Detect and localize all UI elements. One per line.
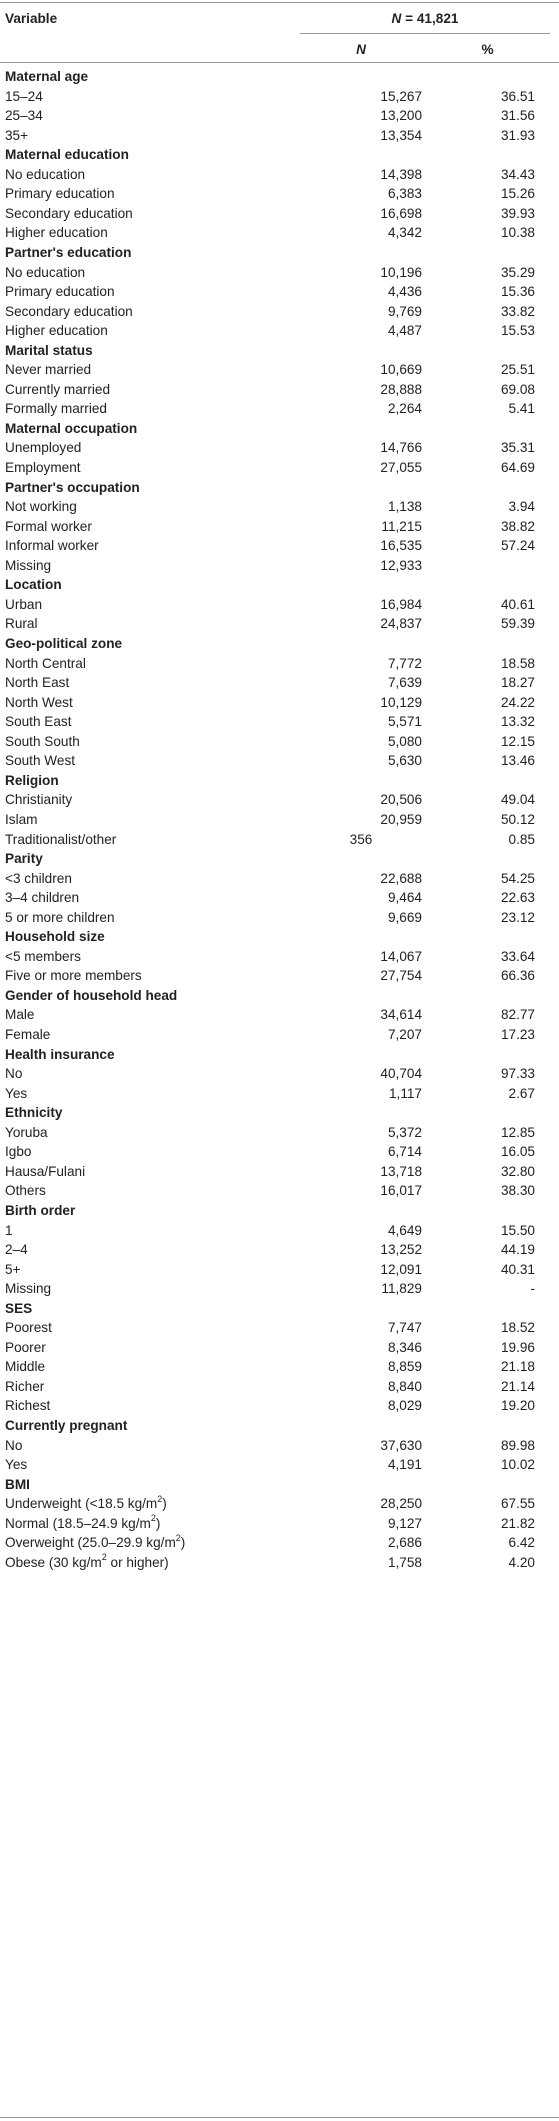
count-cell: 6,383 xyxy=(387,186,422,202)
percent-cell: 97.33 xyxy=(500,1066,535,1082)
count-cell: 8,840 xyxy=(387,1378,422,1394)
section-title: Religion xyxy=(5,772,59,788)
section-title: Currently pregnant xyxy=(5,1418,128,1433)
row-label: Richer xyxy=(5,1378,45,1394)
count-cell: 27,055 xyxy=(380,460,422,475)
count-cell: 10,669 xyxy=(380,362,422,378)
count-cell: 5,080 xyxy=(387,733,422,749)
percent-cell: 13.46 xyxy=(500,753,535,769)
count-cell: 34,614 xyxy=(380,1007,422,1023)
count-cell: 10,129 xyxy=(380,694,422,710)
row-label: Middle xyxy=(5,1359,46,1375)
percent-cell: 12.15 xyxy=(500,733,535,749)
row-label: 1 xyxy=(5,1222,13,1238)
row-label: No education xyxy=(5,166,86,182)
row-label: Higher education xyxy=(5,323,108,339)
percent-cell: 35.29 xyxy=(500,264,535,280)
header-span-rule xyxy=(300,33,550,34)
row-label: Missing xyxy=(5,557,52,573)
percent-cell: 38.30 xyxy=(500,1183,535,1199)
row-label-text: Underweight (<18.5 kg/m xyxy=(5,1496,158,1512)
row-label: <5 members xyxy=(5,948,81,964)
row-label: Not working xyxy=(5,499,77,515)
percent-cell: 24.22 xyxy=(500,694,535,710)
row-label: 5 or more children xyxy=(5,909,115,925)
row-label-suffix: ) xyxy=(155,1515,161,1531)
count-cell: 20,959 xyxy=(380,811,422,827)
percent-cell: 54.25 xyxy=(500,870,535,886)
row-label: Never married xyxy=(5,362,92,378)
row-label: No education xyxy=(5,264,86,280)
row-label-text: Overweight (25.0–29.9 kg/m xyxy=(5,1535,176,1551)
count-cell: 2,264 xyxy=(387,401,422,417)
count-cell: 11,215 xyxy=(381,518,422,534)
count-cell: 14,398 xyxy=(380,166,422,182)
row-label: Rural xyxy=(5,616,38,632)
percent-cell: 19.96 xyxy=(500,1339,535,1355)
count-cell: 20,506 xyxy=(380,792,422,808)
count-column-header: N xyxy=(356,42,366,57)
percent-cell: 35.31 xyxy=(500,440,535,456)
header-bottom-rule xyxy=(0,62,559,63)
row-label: Female xyxy=(5,1027,51,1042)
variable-header: Variable xyxy=(5,11,58,26)
row-label: Missing xyxy=(5,1281,52,1297)
row-label: North West xyxy=(5,694,73,710)
row-label-text: Obese (30 kg/m xyxy=(5,1554,102,1570)
percent-cell: 21.82 xyxy=(500,1515,535,1531)
count-cell: 1,138 xyxy=(387,499,422,515)
percent-cell: 4.20 xyxy=(508,1554,535,1570)
count-cell: 7,747 xyxy=(387,1320,422,1336)
count-cell: 37,630 xyxy=(380,1437,422,1453)
row-label: 15–24 xyxy=(5,88,43,104)
count-cell: 9,464 xyxy=(387,890,422,906)
row-label: South West xyxy=(5,753,76,769)
section-title: Parity xyxy=(5,851,43,866)
count-cell: 13,200 xyxy=(380,108,422,124)
row-label: 35+ xyxy=(5,127,29,143)
percent-cell: 15.53 xyxy=(500,323,535,339)
row-label xyxy=(5,1515,160,1533)
section-title: SES xyxy=(5,1300,33,1316)
row-label: Male xyxy=(5,1007,35,1023)
count-cell: 5,372 xyxy=(387,1124,422,1140)
row-label: Five or more members xyxy=(5,968,142,984)
section-title: Partner's occupation xyxy=(5,479,140,495)
section-title: Maternal occupation xyxy=(5,420,138,436)
section-title: Geo-political zone xyxy=(5,636,123,651)
row-label: Primary education xyxy=(5,186,115,202)
percent-cell: 49.04 xyxy=(500,792,535,808)
percent-cell: 34.43 xyxy=(500,166,535,182)
percent-cell: 18.58 xyxy=(500,655,535,671)
percent-cell: 12.85 xyxy=(500,1124,535,1140)
percent-cell: 40.31 xyxy=(500,1261,535,1277)
row-label: Secondary education xyxy=(5,205,133,221)
section-title: Location xyxy=(5,577,62,593)
top-rule xyxy=(0,2,559,3)
percent-cell: 15.50 xyxy=(500,1222,535,1238)
percent-cell: 82.77 xyxy=(500,1007,535,1023)
count-cell: 4,487 xyxy=(387,323,422,339)
percent-cell: 16.05 xyxy=(500,1144,535,1160)
percent-cell: 50.12 xyxy=(500,811,535,827)
count-cell: 11,829 xyxy=(381,1281,422,1297)
count-cell: 12,933 xyxy=(380,557,422,573)
count-cell: 7,207 xyxy=(387,1027,422,1042)
percent-cell: 33.64 xyxy=(500,948,535,964)
row-label: Poorer xyxy=(5,1339,46,1355)
bottom-rule xyxy=(0,2117,559,2118)
section-title: Health insurance xyxy=(5,1046,115,1062)
count-cell: 14,766 xyxy=(380,440,422,456)
percent-cell: 18.52 xyxy=(500,1320,535,1336)
row-label: Christianity xyxy=(5,792,73,808)
row-label: Secondary education xyxy=(5,303,133,319)
count-cell: 12,091 xyxy=(380,1261,422,1277)
count-cell: 356 xyxy=(349,831,373,847)
count-cell: 15,267 xyxy=(380,88,422,104)
section-title: Partner's education xyxy=(5,245,132,260)
row-label: Formal worker xyxy=(5,518,92,534)
count-cell: 9,769 xyxy=(387,303,422,319)
row-label: South South xyxy=(5,733,80,749)
section-title: Birth order xyxy=(5,1202,76,1218)
count-cell: 4,436 xyxy=(387,284,422,300)
count-cell: 8,859 xyxy=(387,1359,422,1375)
percent-cell: 44.19 xyxy=(500,1242,535,1257)
percent-cell: 15.26 xyxy=(500,186,535,202)
count-cell: 4,342 xyxy=(387,225,422,241)
row-label-text: Normal (18.5–24.9 kg/m xyxy=(5,1515,151,1531)
percent-cell: 15.36 xyxy=(500,284,535,300)
unit-superscript: 2 xyxy=(157,1493,163,1504)
percent-cell: 0.85 xyxy=(508,831,535,847)
row-label: South East xyxy=(5,714,72,730)
count-cell: 2,686 xyxy=(387,1535,422,1551)
count-cell: 13,252 xyxy=(380,1242,422,1257)
percent-cell: 3.94 xyxy=(508,499,535,515)
percent-cell: 19.20 xyxy=(500,1398,535,1414)
count-cell: 13,718 xyxy=(380,1163,422,1179)
row-label: Primary education xyxy=(5,284,115,300)
percent-cell: 39.93 xyxy=(500,205,535,221)
count-cell: 7,772 xyxy=(387,655,422,671)
count-cell: 22,688 xyxy=(380,870,422,886)
percent-cell: 33.82 xyxy=(500,303,535,319)
count-cell: 9,127 xyxy=(387,1515,422,1531)
percent-cell: 67.55 xyxy=(500,1496,535,1512)
count-cell: 13,354 xyxy=(380,127,422,143)
row-label: Poorest xyxy=(5,1320,52,1336)
unit-superscript: 2 xyxy=(101,1552,107,1563)
percent-cell: 31.56 xyxy=(500,108,535,124)
section-title: BMI xyxy=(5,1476,30,1492)
section-title: Gender of household head xyxy=(5,987,178,1003)
row-label xyxy=(5,1534,185,1552)
count-cell: 10,196 xyxy=(380,264,422,280)
row-label-suffix: ) xyxy=(180,1535,186,1551)
count-cell: 28,250 xyxy=(380,1496,422,1512)
row-label: Formally married xyxy=(5,401,107,417)
count-cell: 16,984 xyxy=(380,596,422,612)
count-cell: 7,639 xyxy=(387,675,422,691)
row-label: Higher education xyxy=(5,225,108,241)
count-cell: 27,754 xyxy=(380,968,422,984)
section-title: Ethnicity xyxy=(5,1105,63,1121)
percent-cell: 22.63 xyxy=(500,890,535,906)
row-label: Others xyxy=(5,1183,46,1199)
count-cell: 5,571 xyxy=(387,714,422,730)
count-cell: 24,837 xyxy=(380,616,422,632)
percent-cell: 89.98 xyxy=(500,1437,535,1453)
row-label: 2–4 xyxy=(5,1242,28,1257)
row-label: Hausa/Fulani xyxy=(5,1163,86,1179)
percent-cell: 10.02 xyxy=(500,1457,535,1472)
row-label: North Central xyxy=(5,655,86,671)
count-cell: 1,117 xyxy=(388,1085,422,1101)
count-cell: 9,669 xyxy=(387,909,422,925)
row-label: Traditionalist/other xyxy=(5,831,117,847)
count-cell: 1,758 xyxy=(387,1554,422,1570)
row-label: Richest xyxy=(5,1398,51,1414)
row-label: <3 children xyxy=(5,870,72,886)
row-label: Informal worker xyxy=(5,538,99,554)
count-cell: 14,067 xyxy=(380,948,422,964)
percent-cell: 36.51 xyxy=(500,88,535,104)
count-cell: 8,346 xyxy=(387,1339,422,1355)
row-label: No xyxy=(5,1437,23,1453)
percent-cell: - xyxy=(530,1281,535,1297)
percent-cell: 66.36 xyxy=(500,968,535,984)
percent-cell: 25.51 xyxy=(500,362,535,378)
percent-column-header: % xyxy=(481,42,494,57)
percent-cell: 69.08 xyxy=(500,381,535,397)
percent-cell: 23.12 xyxy=(500,909,535,925)
percent-cell: 10.38 xyxy=(500,225,535,241)
row-label: Unemployed xyxy=(5,440,82,456)
row-label: Yoruba xyxy=(5,1124,48,1140)
percent-cell: 32.80 xyxy=(500,1163,535,1179)
count-cell: 16,017 xyxy=(380,1183,422,1199)
row-label-suffix: or higher) xyxy=(106,1554,169,1570)
row-label: North East xyxy=(5,675,70,691)
unit-superscript: 2 xyxy=(150,1513,156,1524)
total-sample-header: N = 41,821 xyxy=(391,11,459,26)
percent-cell: 2.67 xyxy=(508,1085,535,1101)
count-cell: 5,630 xyxy=(387,753,422,769)
row-label: Employment xyxy=(5,460,81,475)
percent-cell: 5.41 xyxy=(508,401,535,417)
row-label: Islam xyxy=(5,811,38,827)
percent-cell: 18.27 xyxy=(500,675,535,691)
count-cell: 4,649 xyxy=(387,1222,422,1238)
count-cell: 8,029 xyxy=(387,1398,422,1414)
row-label xyxy=(5,1554,169,1572)
row-label: 5+ xyxy=(5,1261,21,1277)
percent-cell: 40.61 xyxy=(500,596,535,612)
percent-cell: 6.42 xyxy=(508,1535,535,1551)
row-label: No xyxy=(5,1066,23,1082)
percent-cell: 57.24 xyxy=(500,538,535,554)
row-label: 3–4 children xyxy=(5,890,80,906)
percent-cell: 21.18 xyxy=(500,1359,535,1375)
count-cell: 40,704 xyxy=(380,1066,422,1082)
row-label xyxy=(5,1495,167,1513)
percent-cell: 13.32 xyxy=(500,714,535,730)
unit-superscript: 2 xyxy=(175,1532,181,1543)
row-label: Yes xyxy=(5,1085,28,1101)
count-cell: 6,714 xyxy=(387,1144,422,1160)
row-label: Yes xyxy=(5,1457,28,1472)
row-label: Urban xyxy=(5,596,43,612)
percent-cell: 21.14 xyxy=(500,1378,535,1394)
count-cell: 4,191 xyxy=(387,1457,422,1472)
percent-cell: 64.69 xyxy=(500,460,535,475)
row-label: 25–34 xyxy=(5,108,43,124)
section-title: Maternal education xyxy=(5,147,129,163)
row-label: Currently married xyxy=(5,381,110,397)
count-cell: 28,888 xyxy=(380,381,422,397)
percent-cell: 31.93 xyxy=(500,127,535,143)
section-title: Household size xyxy=(5,929,105,945)
percent-cell: 17.23 xyxy=(500,1027,535,1042)
row-label-suffix: ) xyxy=(162,1496,167,1512)
percent-cell: 38.82 xyxy=(500,518,535,534)
count-cell: 16,698 xyxy=(380,205,422,221)
percent-cell: 59.39 xyxy=(500,616,535,632)
section-title: Marital status xyxy=(5,342,93,358)
count-cell: 16,535 xyxy=(380,538,422,554)
row-label: Igbo xyxy=(5,1144,32,1160)
section-title: Maternal age xyxy=(5,69,89,84)
